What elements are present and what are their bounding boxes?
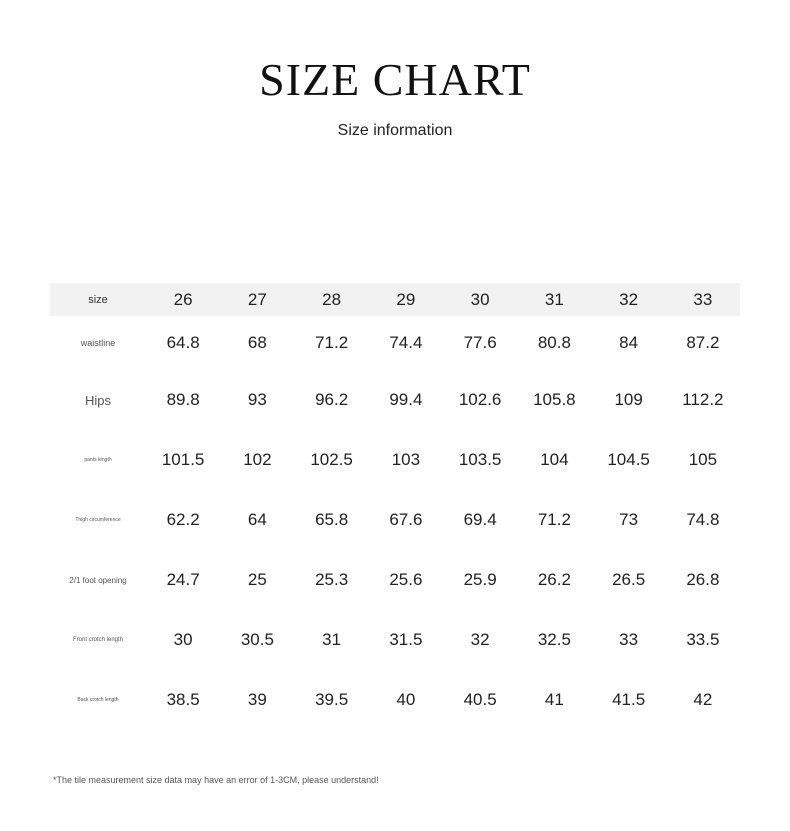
table-cell: 26.2 — [537, 570, 571, 589]
table-cell: 71.2 — [537, 510, 571, 529]
table-cell: 38.5 — [166, 690, 200, 709]
size-column-header: 26 — [173, 289, 193, 309]
table-cell: 65.8 — [315, 510, 349, 529]
table-cell: 69.4 — [463, 510, 497, 529]
table-cell: 112.2 — [682, 390, 724, 409]
table-cell: 24.7 — [166, 570, 200, 589]
table-cell: 31 — [322, 630, 342, 649]
size-chart-title: SIZE CHART — [259, 54, 531, 105]
table-cell: 101.5 — [161, 450, 205, 469]
size-table — [50, 283, 740, 730]
size-table-header — [50, 283, 740, 316]
size-column-header: 33 — [693, 289, 713, 309]
table-cell: 64.8 — [166, 333, 200, 352]
row-label-hips: Hips — [84, 392, 111, 408]
table-cell: 105 — [688, 450, 718, 469]
table-cell: 26.5 — [612, 570, 646, 589]
row-label-back-crotch-length: Back crotch length — [77, 697, 119, 703]
table-cell: 73 — [619, 510, 639, 529]
table-cell: 68 — [247, 333, 267, 352]
table-cell: 74.8 — [686, 510, 720, 529]
table-cell: 42 — [693, 690, 713, 709]
size-column-header: 30 — [470, 289, 490, 309]
table-cell: 103 — [391, 450, 421, 469]
table-cell: 99.4 — [389, 390, 423, 409]
table-cell: 80.8 — [537, 333, 571, 352]
table-cell: 30.5 — [240, 630, 274, 649]
table-cell: 41 — [544, 690, 564, 709]
table-cell: 87.2 — [686, 333, 720, 352]
table-cell: 25.9 — [463, 570, 497, 589]
table-cell: 39.5 — [315, 690, 349, 709]
table-cell: 102.5 — [310, 450, 353, 469]
table-cell: 67.6 — [389, 510, 423, 529]
table-cell: 103.5 — [458, 450, 502, 469]
table-cell: 77.6 — [463, 333, 497, 352]
measurement-footnote: *The tile measurement size data may have an error of 1-3CM, please understand! — [53, 775, 379, 785]
table-cell: 102 — [243, 450, 272, 469]
table-cell: 32 — [470, 630, 490, 649]
table-cell: 93 — [247, 390, 267, 409]
header-size-label: size — [88, 293, 108, 306]
size-column-header: 29 — [396, 289, 416, 309]
table-cell: 105.8 — [533, 390, 576, 409]
size-chart-subtitle: Size information — [337, 122, 453, 139]
table-row — [50, 550, 740, 610]
table-cell: 39 — [247, 690, 267, 709]
table-cell: 40 — [396, 690, 416, 709]
row-label-pants-length: pants length — [84, 457, 112, 463]
table-cell: 25 — [247, 570, 267, 589]
table-cell: 102.6 — [458, 390, 502, 409]
header-row — [50, 283, 740, 316]
table-cell: 96.2 — [315, 390, 349, 409]
table-row — [50, 490, 740, 550]
table-cell: 40.5 — [463, 690, 497, 709]
table-cell: 31.5 — [389, 630, 423, 649]
table-cell: 64 — [247, 510, 267, 529]
table-cell: 74.4 — [389, 333, 423, 352]
table-cell: 25.3 — [315, 570, 349, 589]
table-cell: 26.8 — [686, 570, 720, 589]
table-cell: 84 — [619, 333, 639, 352]
table-cell: 25.6 — [389, 570, 423, 589]
table-row — [50, 610, 740, 670]
table-row — [50, 370, 740, 430]
table-cell: 62.2 — [166, 510, 200, 529]
table-cell: 104 — [540, 450, 569, 469]
table-cell: 32.5 — [537, 630, 571, 649]
table-cell: 109 — [614, 390, 643, 409]
size-column-header: 27 — [247, 289, 267, 309]
table-cell: 33 — [619, 630, 639, 649]
row-label-thigh-circumference: Thigh circumference — [75, 517, 121, 523]
row-label-waistline: waistline — [80, 338, 116, 348]
size-column-header: 28 — [322, 289, 342, 309]
table-row — [50, 670, 740, 730]
table-cell: 71.2 — [315, 333, 349, 352]
table-cell: 104.5 — [607, 450, 650, 469]
table-cell: 30 — [173, 630, 193, 649]
table-cell: 89.8 — [166, 390, 200, 409]
row-label-foot-opening: 2/1 foot opening — [69, 575, 127, 585]
size-column-header: 32 — [619, 289, 639, 309]
table-cell: 41.5 — [612, 690, 646, 709]
size-column-header: 31 — [544, 289, 564, 309]
table-cell: 33.5 — [686, 630, 720, 649]
row-label-front-crotch-length: Front crotch length — [72, 637, 124, 643]
table-row — [50, 430, 740, 490]
table-row — [50, 316, 740, 370]
